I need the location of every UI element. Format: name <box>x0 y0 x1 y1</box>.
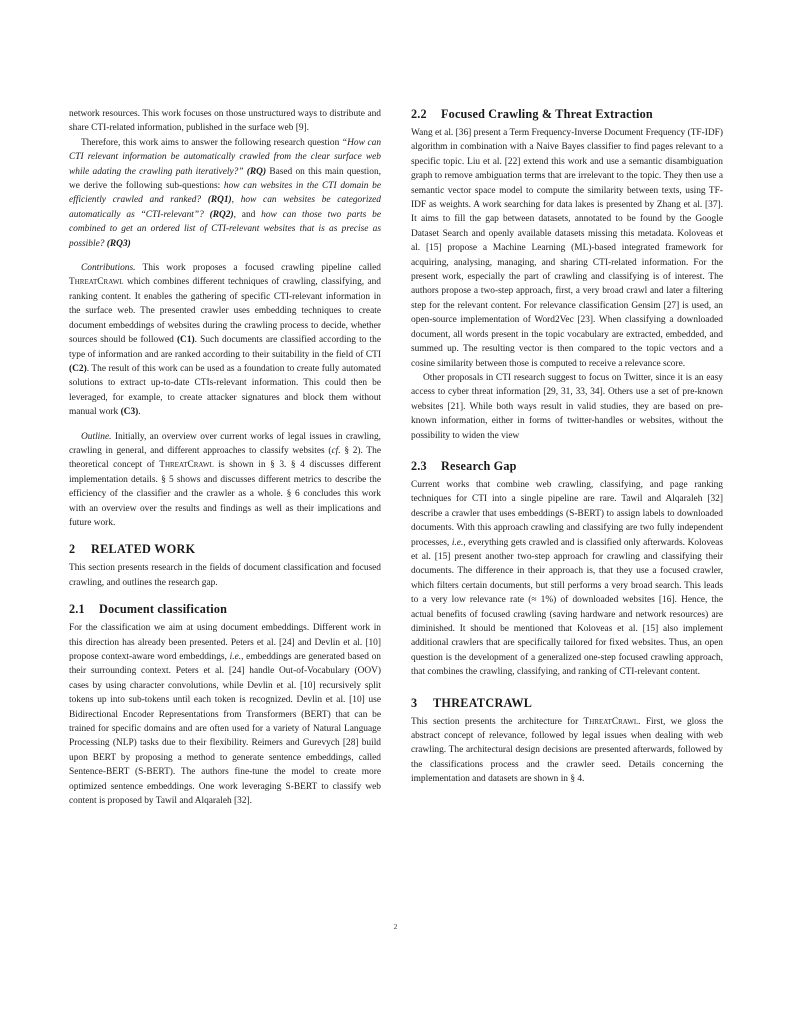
text-run: , and <box>233 209 262 220</box>
subsection-heading-focused-crawling <box>411 107 723 122</box>
section-title: Document classification <box>99 602 228 617</box>
section-title: RELATED WORK <box>91 542 196 557</box>
rq1-tag: (RQ1) <box>201 195 232 206</box>
system-name: ThreatCrawl <box>583 716 639 727</box>
subsection-heading-research-gap <box>411 459 723 474</box>
text-run: , everything gets crawled and is classified only afterwards. Koloveas et al. [15] present another two-step approach for crawling and classifying their documents. The difference in their approach is, that they use a focused crawler, which filters certain documents, but still performs a very broad search. This leads to a very low relevance rate (≈ 1%) of downloaded websites [16]. Hence, the actual benefits of focused crawling (saving hardware and network resources) are diminished. It should be mentioned that Koloveas et al. [15] also implement additional crawlers that are specifically tailored for fixed websites. Thus, an open question is the development of a generalized one-step focused crawling approach, that combines the crawling, classifying, and ranking of CTI-relevant content. <box>411 537 723 678</box>
text-run: is shown in § 3. § 4 discusses different implementation details. § 5 shows and discusses different metrics to describe the efficiency of the classifier and the crawler as a whole. § 6 concludes this work with an overview over the results and findings as well as their implications and future work. <box>69 460 381 528</box>
text-run: Current works that combine web crawling, classifying, and page ranking techniques for CTI into a single pipeline are rare. Tawil and Alqaraleh [32] describe a crawler that uses embeddings (S-BERT) to assign labels to downloaded documents. With this approach crawling and classifying are two fully independent processes, <box>411 479 723 548</box>
section-title: Focused Crawling & Threat Extraction <box>441 107 653 121</box>
research-gap-paragraph <box>411 478 723 680</box>
text-run: For the classification we aim at using document embeddings. Different work in this direction has already been presented. Peters et al. [24] and Devlin et al. [10] propose context-aware word embeddings, <box>69 623 381 662</box>
system-name: ThreatCrawl <box>159 460 214 471</box>
text-run: , <box>231 195 241 206</box>
focused-crawling-paragraph-2: Other proposals in CTI research suggest to focus on Twitter, since it is an easy access to cyber threat information [29, 31, 33, 34]. Others use a set of pre-known websites [21]. While both ways result in valid studies, they are based on pre-known information, either in forms of twitter-handles or websites, without the possibility to widen the view <box>411 372 723 441</box>
text-run: , embeddings are generated based on their surrounding context. Peters et al. [24] handle Out-of-Vocabulary (OOV) cases by using character convolutions, while Devlin et al. [10] recursively split tokens up into sub-tokens until each token is recognized. Devlin et al. [10] use Bidirectional Encoder Representations from Transformers (BERT) that can be trained for specific domains and are often used for a variety of Natural Language Processing (NLP) tasks due to their flexibility. Reimers and Gurevych [28] build upon BERT by proposing a method to generate sentence embeddings, called Sentence-BERT (S-BERT). The authors fine-tune the model to create more optimized sentence embeddings. One work leveraging S-BERT to classify web content is proposed by Tawil and Alqaraleh [32]. <box>69 652 381 807</box>
text-run: which combines different techniques of crawling, classifying, and ranking content. It enables the gathering of specific CTI-relevant information in the surface web. The presented crawler uses embedding techniques to create document embeddings of websites during the crawling process to decide, whether sources should be followed <box>69 277 381 346</box>
section-heading-related-work <box>69 542 381 557</box>
research-question-3: how can those two parts be combined to get an ordered list of CTI-relevant websites that is as precise as possible? <box>69 209 382 249</box>
contribution-tag: (C1) <box>176 335 195 346</box>
text-run: i.e. <box>229 652 242 662</box>
right-column <box>411 107 723 787</box>
text-run: Initially, an overview over current works of legal issues in crawling, crawling in general, and different approaches to classify websites ( <box>69 431 381 456</box>
page-number: 2 <box>393 922 398 931</box>
left-column <box>69 107 381 808</box>
research-question: “How can CTI relevant information be automatically crawled from the clear surface web while adating the crawling path iteratively?” <box>69 137 382 177</box>
text-run: . <box>138 407 141 418</box>
text-run: i.e. <box>451 537 464 548</box>
text-run: This work proposes a focused crawling pipeline called <box>135 263 381 274</box>
rq3-tag: (RQ3) <box>104 238 131 249</box>
contribution-tag: (C3) <box>120 407 139 418</box>
section-number: 2.1 <box>69 602 85 617</box>
research-question-2: how can websites be categorized automatically as “CTI-relevant”? <box>69 195 381 220</box>
subsection-heading-document-classification <box>69 602 381 617</box>
threatcrawl-paragraph <box>411 715 723 787</box>
text-run: Based on this main question, we derive the following sub-questions: <box>69 166 381 192</box>
document-classification-paragraph <box>69 621 381 808</box>
focused-crawling-paragraph-1: Wang et al. [36] present a Term Frequency-Inverse Document Frequency (TF-IDF) algorithm in combination with a Naive Bayes classifier to find pages relevant to a specific topic. Liu et al. [22] extend this work and use a semantic disambiguation graph to remove ambiguation terms that are irrelevant to the topic. They then use a semantic vector space model to compute the similarity between texts, using TF-IDF as weights. A work searching for data lakes is presented by Zhang et al. [37]. It aims to fill the gap between datasets, annotated to be found by the Google Dataset Search and openly available datasets missing this metadata. Koloveas et al. [15] propose a Machine Learning (ML)-based integrated framework for acquiring, analysing, managing, and sharing CTI-related information. For the present work, especially the part of crawling and classifying is of interest. The authors propose a two-step approach, first, a very broad crawl and later a filtering step for the relevant content. For relevance classification Gensim [27] is used, an open-source implementation of Word2Vec [23]. When classifying a downloaded document, all words present in the topic vocabulary are extracted, embedded, and summed up. The resulting vector is then compared to the topic vectors and a cosine similarity between those is computed to receive a relevance score. <box>411 128 723 369</box>
section-number: 2.3 <box>411 458 427 473</box>
section-number: 2 <box>69 542 76 557</box>
text-run: cf. <box>331 445 341 456</box>
text-run: Therefore, this work aims to answer the following research question <box>81 137 342 148</box>
text-run: . The result of this work can be used as a foundation to create fully automated solutions to extract up-to-date CTIs-relevant information. This could then be leveraged, for example, to create attacker signatures and block them without manual work <box>69 363 381 418</box>
section-number: 3 <box>411 695 418 710</box>
rq2-tag: (RQ2) <box>203 209 234 220</box>
section-title: THREATCRAWL <box>433 695 533 710</box>
contribution-tag: (C2) <box>69 363 87 374</box>
section-number: 2.2 <box>411 107 427 121</box>
contributions-paragraph <box>69 261 381 419</box>
rq-tag: (RQ) <box>246 166 267 177</box>
system-name: ThreatCrawl <box>69 277 124 288</box>
research-question-1: how can websites in the CTI domain be efficiently crawled and ranked? <box>69 181 381 206</box>
section-heading-threatcrawl <box>411 696 723 711</box>
outline-paragraph <box>69 430 381 531</box>
intro-paragraph-2 <box>69 136 381 251</box>
paragraph-label: Contributions. <box>81 263 136 274</box>
text-run: . Such documents are classified according to the type of information and are ranked according to their suitability in the field of CTI <box>69 335 382 360</box>
intro-paragraph-1: network resources. This work focuses on those unstructured ways to distribute and share CTI-related information, published in the surface web [9]. <box>69 109 381 134</box>
text-run: . First, we gloss the abstract concept of relevance, followed by legal issues when dealing with web crawling. The architectural design decisions are presented afterwards, followed by the classifications process and the crawler seed. Details concerning the implementation and datasets are shown in § 4. <box>411 716 723 785</box>
section-title: Research Gap <box>441 458 517 473</box>
text-run: This section presents the architecture for <box>411 716 584 727</box>
related-work-paragraph: This section presents research in the fields of document classification and focused crawling, and outlines the research gap. <box>69 563 381 588</box>
text-run: § 2). The theoretical concept of <box>69 445 382 471</box>
paragraph-label: Outline. <box>81 431 112 442</box>
